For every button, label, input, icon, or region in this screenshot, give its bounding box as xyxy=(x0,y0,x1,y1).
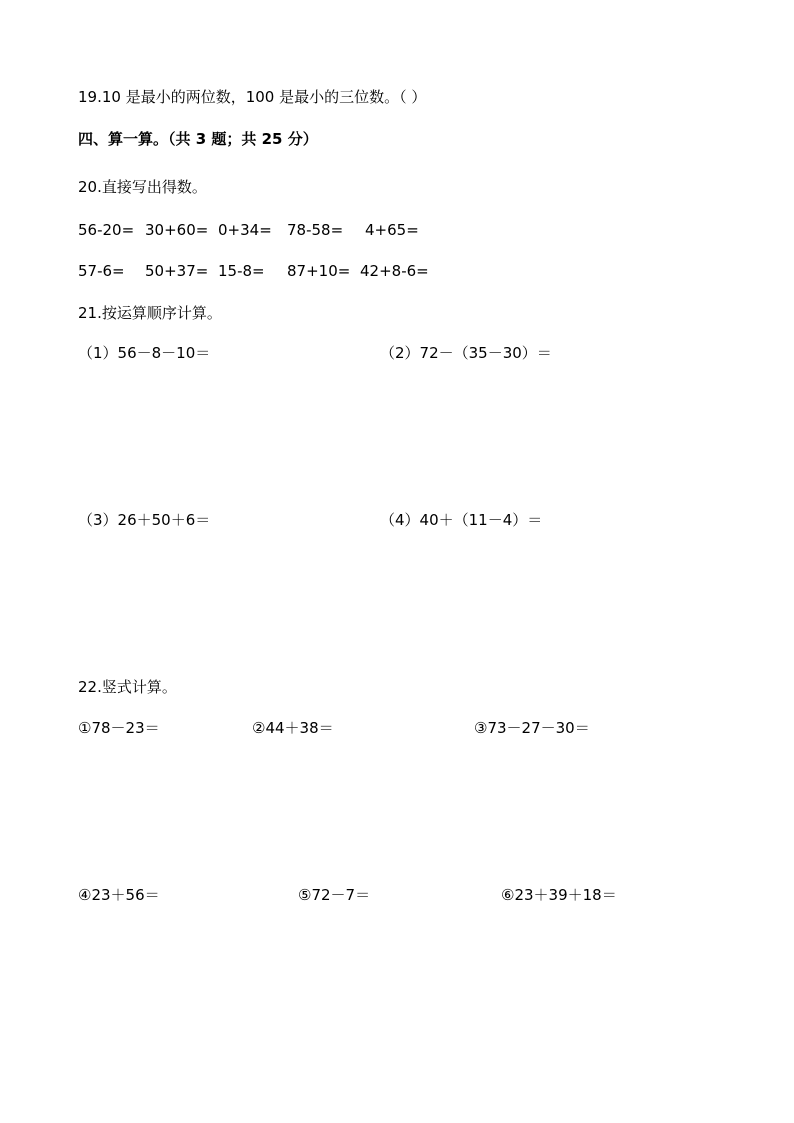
q22-problem-1: ①78－23＝ xyxy=(78,719,160,737)
q20-problem: 50+37= xyxy=(145,262,209,280)
q22-problem-6: ⑥23＋39＋18＝ xyxy=(501,886,617,904)
q22-problem-2: ②44＋38＝ xyxy=(252,719,334,737)
q21-title: 21.按运算顺序计算。 xyxy=(78,304,222,322)
q21-problem-1: （1）56－8－10＝ xyxy=(78,344,211,362)
q20-problem: 30+60= xyxy=(145,221,209,239)
q20-problem: 56-20= xyxy=(78,221,135,239)
q22-title: 22.竖式计算。 xyxy=(78,678,177,696)
q20-problem: 87+10= xyxy=(287,262,351,280)
q19-text: 19.10 是最小的两位数，100 是最小的三位数。（ ） xyxy=(78,88,427,106)
q21-problem-2: （2）72－（35－30）＝ xyxy=(380,344,552,362)
q20-problem: 4+65= xyxy=(365,221,419,239)
q20-problem: 15-8= xyxy=(218,262,265,280)
section-heading: 四、算一算。（共 3 题；共 25 分） xyxy=(78,130,318,148)
q20-problem: 78-58= xyxy=(287,221,344,239)
q22-problem-4: ④23＋56＝ xyxy=(78,886,160,904)
q20-problem: 42+8-6= xyxy=(360,262,429,280)
q20-problem: 0+34= xyxy=(218,221,272,239)
q20-problem: 57-6= xyxy=(78,262,125,280)
q21-problem-4: （4）40＋（11－4）＝ xyxy=(380,511,543,529)
q22-problem-3: ③73－27－30＝ xyxy=(474,719,590,737)
q22-problem-5: ⑤72－7＝ xyxy=(298,886,371,904)
q21-problem-3: （3）26＋50＋6＝ xyxy=(78,511,211,529)
q20-title: 20.直接写出得数。 xyxy=(78,178,207,196)
